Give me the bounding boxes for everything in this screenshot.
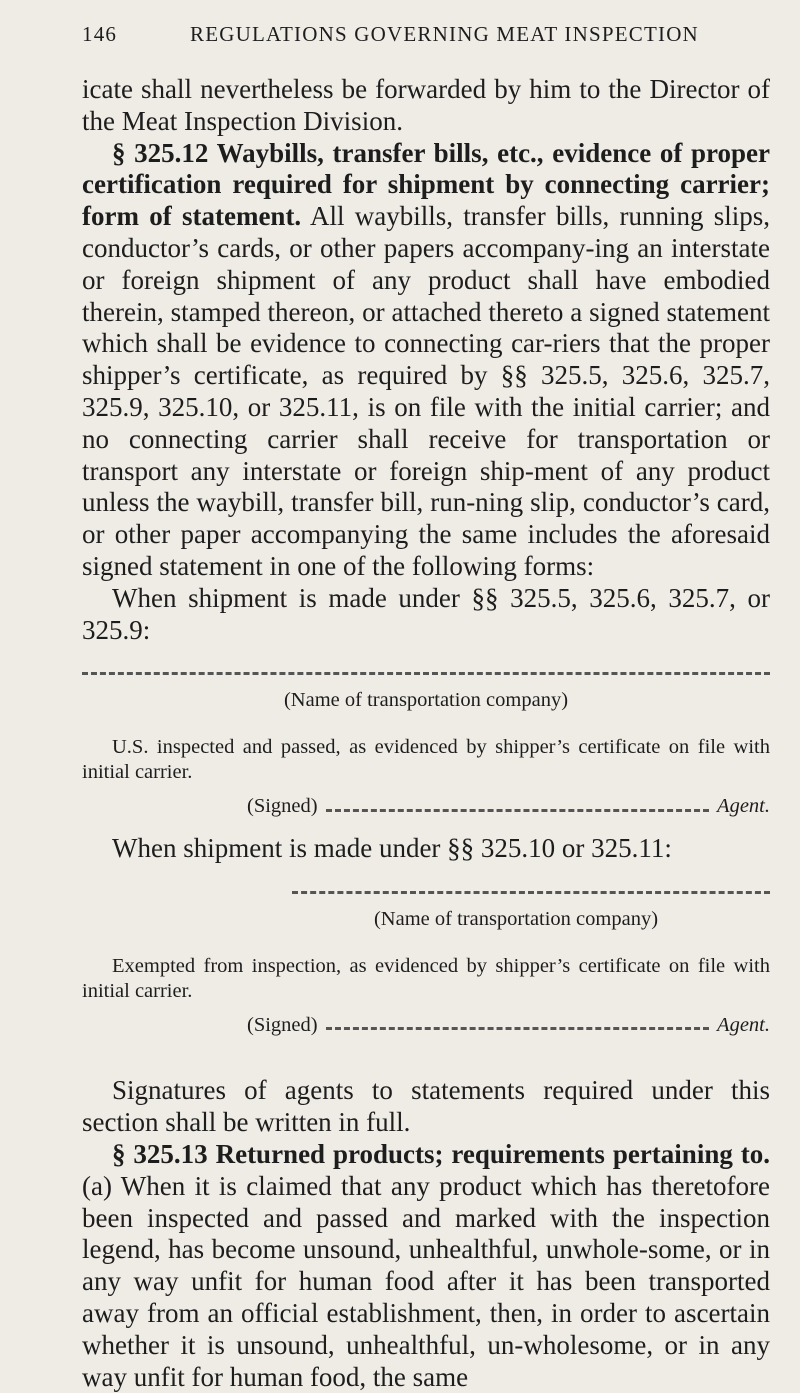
form1-caption: (Name of transportation company) [283,689,569,712]
form1-blank-line [82,672,770,675]
section-heading: § 325.13 Returned products; requirements pertaining to. [112,1138,770,1169]
page-body [82,74,770,1393]
section-325-12 [82,138,770,583]
running-title: REGULATIONS GOVERNING MEAT INSPECTION [190,22,699,46]
signatures-paragraph: Signatures of agents to statements required under this section shall be written in full. [82,1075,770,1138]
agent-label: Agent. [717,795,770,818]
form2-statement: Exempted from inspection, as evidenced by shipper’s certificate on file with initial carrier. [82,954,770,1002]
section-325-13 [82,1139,770,1393]
form1-signature-line [82,791,770,823]
section-text: (a) When it is claimed that any product which has theretofore been inspected and passed and marked with the inspection legend, has become unsound, unhealthful, unwhole-some, or in any way unfit for human food after it has been transported away from an official establishment, then, in order to ascertain whether it is unsound, unhealthful, un-wholesome, or in any way unfit for human food, the same [82,1170,770,1392]
section-heading: § 325.12 Waybills, transfer bills, etc., evidence of proper certification required for shipment by connecting carrier; form of statement. [82,137,770,232]
signed-label: (Signed) [247,795,318,818]
signed-label: (Signed) [247,1013,318,1036]
form2-blank-line [292,891,770,894]
agent-label: Agent. [717,1013,770,1036]
page-number: 146 [82,22,118,46]
form2-caption: (Name of transportation company) [373,907,659,930]
paragraph-continuation: icate shall nevertheless be forwarded by him to the Director of the Meat Inspection Division. [82,74,770,136]
form2-intro: When shipment is made under §§ 325.10 or 325.11: [112,832,672,863]
form1-statement: U.S. inspected and passed, as evidenced by shipper’s certificate on file with initial carrier. [82,736,770,784]
section-text: All waybills, transfer bills, running slips, conductor’s cards, or other papers accompany-ing an interstate or foreign shipment of any product shall have embodied therein, stamped thereon, or attached thereto a signed statement which shall be evidence to connecting car-riers that the proper shipper’s certificate, as required by §§ 325.5, 325.6, 325.7, 325.9, 325.10, or 325.11, is on file with the initial carrier; and no connecting carrier shall receive for transportation or transport any interstate or foreign ship-ment of any product unless the waybill, transfer bill, run-ning slip, conductor’s card, or other paper accompanying the same includes the aforesaid signed statement in one of the following forms: [82,201,770,581]
form1-intro: When shipment is made under §§ 325.5, 325.6, 325.7, or 325.9: [82,582,770,645]
page-header [82,22,760,52]
form2-signature-line [82,1010,770,1042]
signature-blank [326,1027,709,1030]
spacer [82,1051,770,1075]
signature-blank [326,809,709,812]
